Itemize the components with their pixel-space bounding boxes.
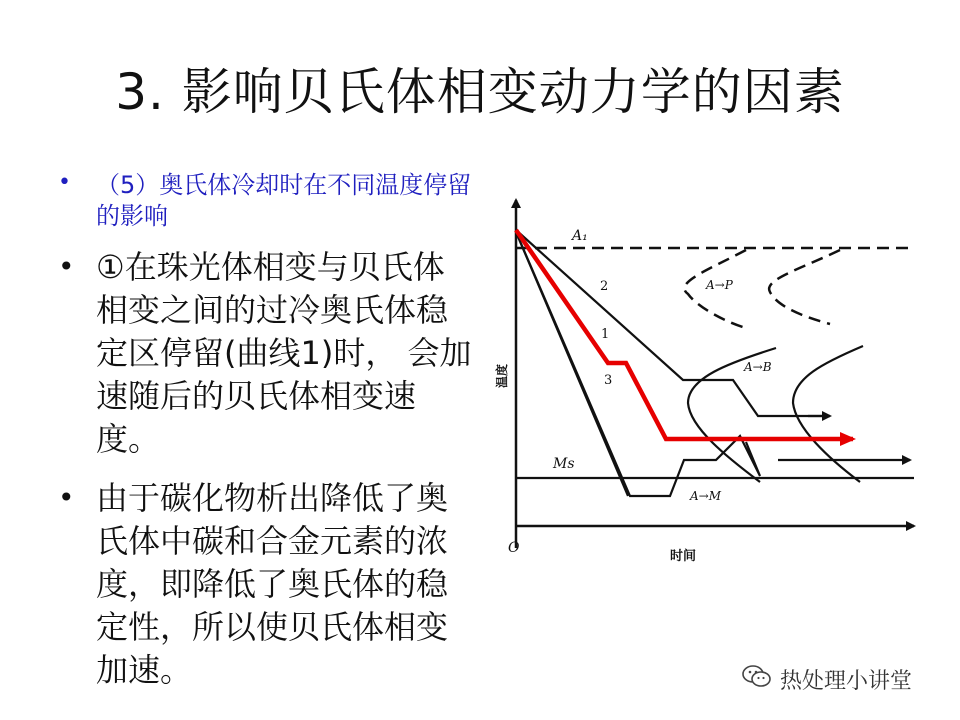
region-label-bainite: A→B (744, 360, 772, 374)
curve-label-3: 3 (604, 373, 613, 388)
bainite-finish-curve (793, 346, 863, 482)
y-axis-label: 温度 (495, 363, 509, 388)
x-axis-label: 时间 (670, 549, 697, 564)
bullet-text: （5）奥氏体冷却时在不同温度停留的影响 (96, 171, 472, 230)
cooling-curve-1 (516, 230, 853, 439)
bullet-text: ①在珠光体相变与贝氏体相变之间的过冷奥氏体稳定区停留(曲线1)时， 会加速随后的贝氏体相变速度。 (96, 248, 472, 458)
bullet-list (52, 170, 472, 700)
pearlite-finish-curve (769, 250, 840, 324)
watermark (742, 664, 912, 694)
cooling-diagram (478, 178, 922, 582)
region-label-martensite: A→M (690, 489, 722, 503)
bullet-marker: • (58, 170, 71, 195)
origin-label: O (508, 540, 520, 556)
curve-label-1: 1 (601, 327, 610, 342)
cooling-curve-2 (516, 230, 828, 416)
ms-label: Ms (553, 456, 575, 472)
curve-label-2: 2 (600, 279, 609, 294)
bullet-item (52, 170, 472, 232)
bullet-item (52, 246, 472, 461)
watermark-text: 热处理小讲堂 (780, 668, 913, 694)
bullet-item (52, 477, 472, 692)
cooling-diagram-svg (478, 178, 922, 582)
bullet-marker: • (58, 250, 75, 283)
bullet-marker: • (58, 481, 75, 514)
wechat-icon (742, 663, 772, 695)
region-label-pearlite: A→P (706, 278, 733, 292)
a1-label: A₁ (572, 228, 588, 244)
bullet-text: 由于碳化物析出降低了奥氏体中碳和合金元素的浓度，即降低了奥氏体的稳定性，所以使贝氏体相变加速。 (96, 479, 449, 689)
slide-title: 3. 影响贝氏体相变动力学的因素 (115, 63, 845, 121)
